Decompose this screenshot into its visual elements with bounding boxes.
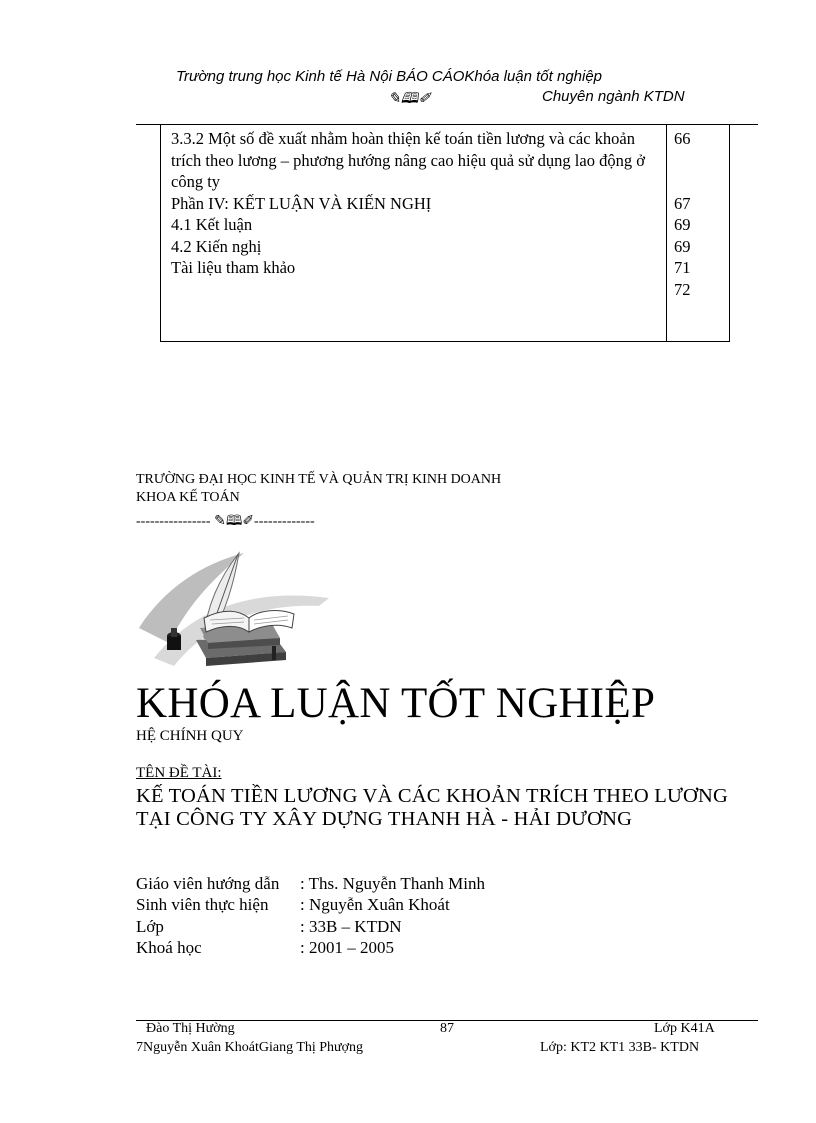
toc-page: 67 <box>674 193 691 213</box>
toc-entry: Tài liệu tham khảo <box>171 258 296 277</box>
page-number: 87 <box>440 1021 454 1036</box>
course-value: : 2001 – 2005 <box>300 938 394 957</box>
toc-entry: 4.1 Kết luận <box>171 215 253 234</box>
toc-column-divider <box>666 124 667 341</box>
topic-line-1: KẾ TOÁN TIỀN LƯƠNG VÀ CÁC KHOẢN TRÍCH THEO LƯƠNG <box>136 785 729 807</box>
running-header-major: Chuyên ngành KTDN <box>542 88 685 105</box>
footer-class-2: Lớp: KT2 KT1 33B- KTDN <box>540 1040 700 1055</box>
class-value: : 33B – KTDN <box>300 917 402 936</box>
toc-entry: 4.2 Kiến nghị <box>171 236 262 256</box>
toc-entry: 3.3.2 Một số đề xuất nhằm hoàn thiện kế toán tiền lương và các khoản trích theo lương – phương hướng nâng cao hiệu quả sử dụng lao động ở công ty <box>171 129 645 191</box>
footer-names: 7Nguyễn Xuân KhoátGiang Thị Phượng <box>136 1040 364 1055</box>
faculty-name: KHOA KẾ TOÁN <box>136 490 240 505</box>
advisor-value: : Ths. Nguyễn Thanh Minh <box>300 874 485 893</box>
class-label: Lớp <box>136 917 164 936</box>
topic-line-2: TẠI CÔNG TY XÂY DỰNG THANH HÀ - HẢI DƯƠNG <box>136 808 633 830</box>
toc-page-numbers <box>674 128 691 300</box>
footer-author: Đào Thị Hường <box>146 1021 235 1036</box>
student-label: Sinh viên thực hiện <box>136 895 269 914</box>
toc-page: 66 <box>674 129 691 148</box>
toc-table <box>160 124 730 342</box>
header-ornament: ✎🕮✐ <box>388 91 431 107</box>
toc-entries <box>171 128 661 279</box>
book-quill-illustration <box>134 548 334 672</box>
footer-class: Lớp K41A <box>654 1021 715 1036</box>
program-type: HỆ CHÍNH QUY <box>136 728 244 744</box>
thesis-title: KHÓA LUẬN TỐT NGHIỆP <box>136 680 656 727</box>
advisor-label: Giáo viên hướng dẫn <box>136 874 280 893</box>
ornament-divider: ---------------- ✎🕮✐------------- <box>136 514 315 529</box>
toc-entry: Phần IV: KẾT LUẬN VÀ KIẾN NGHỊ <box>171 193 432 213</box>
toc-page: 71 <box>674 258 691 277</box>
toc-page: 72 <box>674 279 691 299</box>
course-label: Khoá học <box>136 938 202 957</box>
university-name: TRƯỜNG ĐẠI HỌC KINH TẾ VÀ QUẢN TRỊ KINH DOANH <box>136 472 502 487</box>
topic-label: TÊN ĐỀ TÀI: <box>136 765 222 781</box>
toc-page: 69 <box>674 215 691 234</box>
running-header-title: Trường trung học Kinh tế Hà Nội BÁO CÁOKhóa luận tốt nghiệp <box>176 68 603 85</box>
student-value: : Nguyễn Xuân Khoát <box>300 895 450 914</box>
toc-page: 69 <box>674 236 691 256</box>
